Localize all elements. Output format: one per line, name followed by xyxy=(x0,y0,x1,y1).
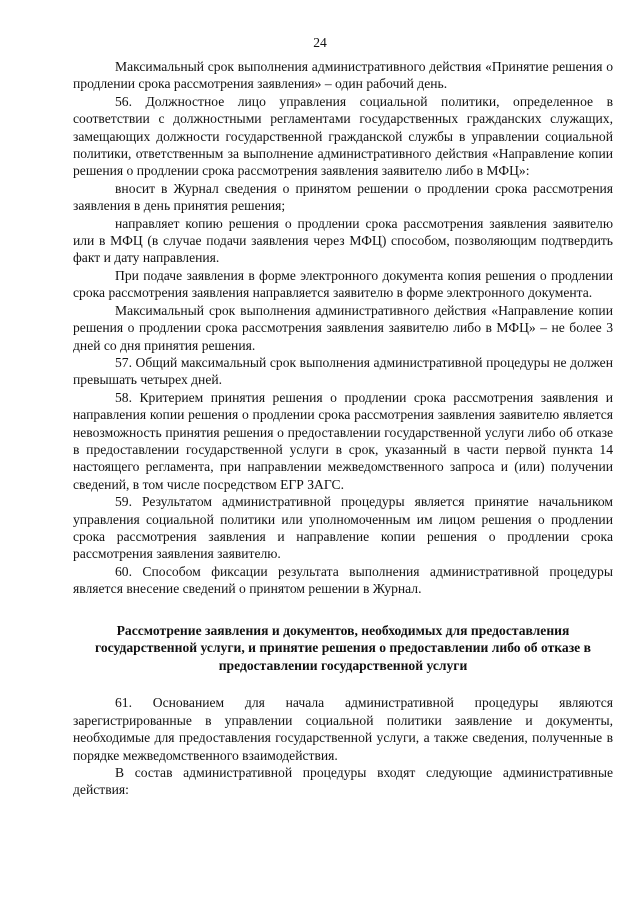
section-heading: Рассмотрение заявления и документов, необходимых для предоставления государственной услуги, и принятие решения о предоставлении либо об отказе в предоставлении государственной услуги xyxy=(95,622,591,673)
paragraph: При подаче заявления в форме электронного документа копия решения о продлении срока рассмотрения заявления направляется заявителю в форме электронного документа. xyxy=(73,267,613,301)
paragraph: 61. Основанием для начала административной процедуры являются зарегистрированные в управлении социальной политики заявление и документы, необходимые для предоставления государственной услуги, а также сведения, полученные в порядке межведомственного взаимодействия. xyxy=(73,695,613,763)
paragraph: Максимальный срок выполнения административного действия «Направление копии решения о продлении срока рассмотрения заявления заявителю либо в МФЦ» – не более 3 дней со дня принятия решения. xyxy=(73,302,613,353)
paragraph: вносит в Журнал сведения о принятом решении о продлении срока рассмотрения заявления в день принятия решения; xyxy=(73,180,613,214)
document-body xyxy=(73,58,613,799)
paragraph: направляет копию решения о продлении срока рассмотрения заявления заявителю или в МФЦ (в случае подачи заявления через МФЦ) способом, позволяющим подтвердить факт и дату направления. xyxy=(73,215,613,266)
paragraph: 57. Общий максимальный срок выполнения административной процедуры не должен превышать четырех дней. xyxy=(73,354,613,388)
paragraph: 60. Способом фиксации результата выполнения административной процедуры является внесение сведений о принятом решении в Журнал. xyxy=(73,563,613,597)
paragraph: 56. Должностное лицо управления социальной политики, определенное в соответствии с должностными регламентами государственных гражданских служащих, замещающих должности государственной гражданской службы в управлении социальной политики, ответственным за выполнение административного действия «Направление копии решения о продлении срока рассмотрения заявления заявителю либо в МФЦ»: xyxy=(73,93,613,179)
paragraph: В состав административной процедуры входят следующие административные действия: xyxy=(73,765,613,798)
paragraph: 59. Результатом административной процедуры является принятие начальником управления социальной политики или уполномоченным им лицом решения о продлении срока рассмотрения заявления и направление копии решения о продлении срока рассмотрения заявления заявителю. xyxy=(73,494,613,562)
paragraph: Максимальный срок выполнения административного действия «Принятие решения о продлении срока рассмотрения заявления» – один рабочий день. xyxy=(73,59,613,92)
paragraph: 58. Критерием принятия решения о продлении срока рассмотрения заявления и направления копии решения о продлении срока рассмотрения заявления заявителю является невозможность принятия решения о предоставлении государственной услуги либо об отказе в предоставлении государственной услуги в срок, указанный в части первой пункта 14 настоящего регламента, при направлении межведомственного запроса и (или) получении сведений, в том числе посредством ЕГР ЗАГС. xyxy=(73,389,613,492)
page-number: 24 xyxy=(313,35,327,50)
